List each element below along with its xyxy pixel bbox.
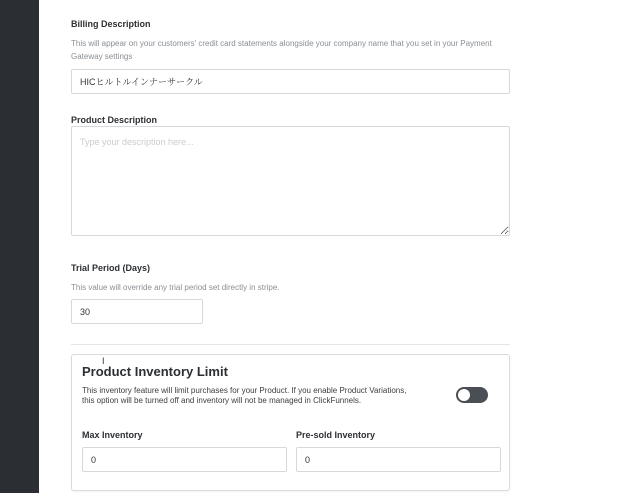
billing-description-label: Billing Description [71,19,151,29]
product-description-label: Product Description [71,115,158,125]
max-inventory-label: Max Inventory [82,430,143,440]
trial-period-input[interactable]: 30 [71,299,203,324]
trial-period-help: This value will override any trial period set directly in stripe. [71,283,280,292]
inventory-limit-title: Product Inventory Limit [82,364,228,379]
presold-inventory-label: Pre-sold Inventory [296,430,376,440]
trial-period-label: Trial Period (Days) [71,263,151,273]
max-inventory-input[interactable]: 0 [82,447,287,472]
text-cursor-icon: I [102,356,105,366]
product-description-textarea[interactable] [71,126,510,236]
presold-inventory-input[interactable]: 0 [296,447,501,472]
inventory-limit-card [71,354,510,491]
toggle-knob [458,389,470,401]
billing-description-input[interactable]: HICヒルトルインナーサークル [71,69,510,94]
sidebar-rail [0,0,39,493]
inventory-limit-description: This inventory feature will limit purchases for your Product. If you enable Product Variations, this option will be turned off and inventory will not be managed in ClickFunnels. [82,386,407,405]
section-divider [71,344,510,345]
inventory-limit-toggle[interactable] [456,387,488,403]
billing-description-help: This will appear on your customers' credit card statements alongside your company name that you set in your Payment Gateway settings [71,39,492,61]
